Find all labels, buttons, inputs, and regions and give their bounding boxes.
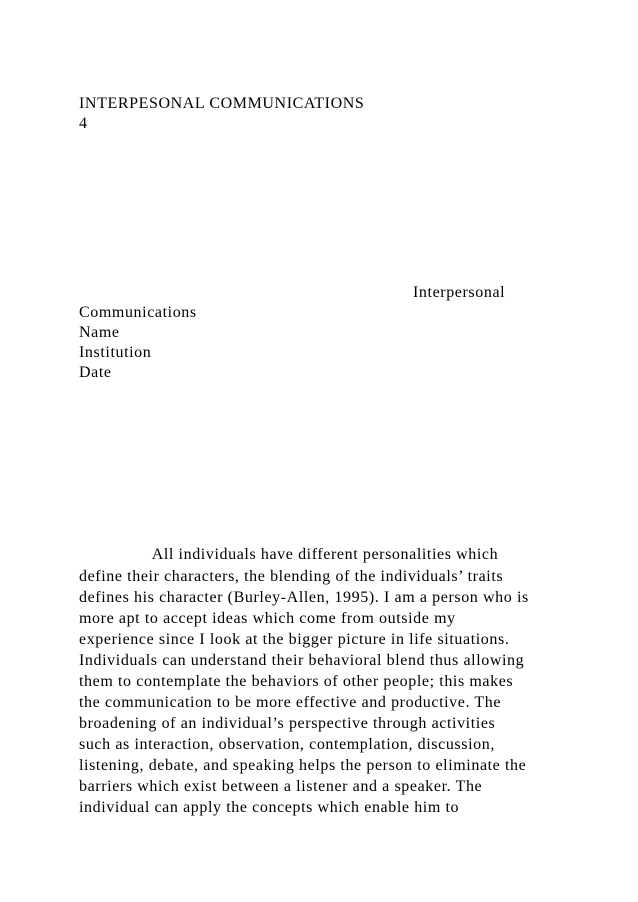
body-line: barriers which exist between a listener and a speaker. The [79,778,483,795]
body-line: listening, debate, and speaking helps the person to eliminate the [79,757,527,774]
body-line: All individuals have different personalities which [79,546,499,563]
page-number: 4 [79,115,88,132]
institution: Institution [79,344,152,361]
body-line: broadening of an individual’s perspective through activities [79,715,496,732]
date: Date [79,364,112,381]
body-line: defines his character (Burley-Allen, 1995). I am a person who is [79,589,529,606]
body-line: define their characters, the blending of the individuals’ traits [79,568,504,585]
document-title-part1: Interpersonal [413,284,506,301]
body-line: such as interaction, observation, contemplation, discussion, [79,736,495,753]
body-line: the communication to be more effective and productive. The [79,694,502,711]
body-line: individual can apply the concepts which enable him to [79,799,460,816]
body-line: Individuals can understand their behavioral blend thus allowing [79,652,525,669]
body-line: them to contemplate the behaviors of other people; this makes [79,673,514,690]
document-title-part2: Communications [79,304,197,321]
body-line: more apt to accept ideas which come from outside my [79,610,456,627]
author-name: Name [79,324,120,341]
running-head-title: INTERPESONAL COMMUNICATIONS [79,95,365,112]
body-line: experience since I look at the bigger picture in life situations. [79,631,510,648]
